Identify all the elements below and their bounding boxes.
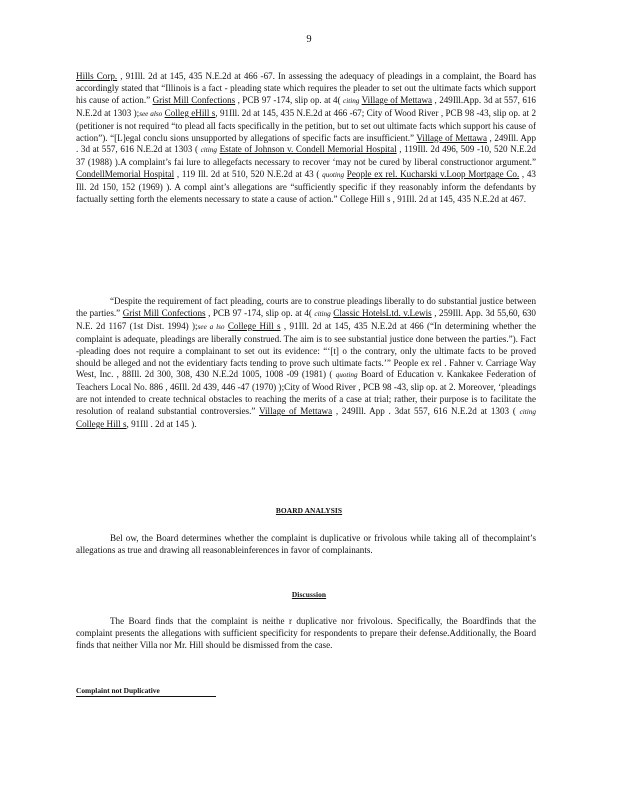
heading-discussion: Discussion: [291, 590, 327, 599]
case-citation: Grist Mill Confections: [152, 94, 236, 105]
citation-signal: citing: [343, 96, 360, 105]
text-run: , 91Ill . 2d at 145 ).: [126, 419, 197, 430]
text-run: , 43 Ill. 2d 150, 152 (1969) ). A compl aint’s allegations are “sufficiently specific if they reasonably inform the defendants by factually setting forth the elements necessary to state a cause of action.” College Hill s , 91Ill. 2d at 145, 435 N.E.2d at 467.: [76, 169, 536, 205]
case-citation: Estate of Johnson v. Condell Memorial Hospital: [219, 144, 397, 155]
paragraph-determination-intro: [76, 533, 536, 557]
text-run: “Despite the requirement of fact pleading, courts are to construe pleadings liberally to do substantial justice between the parties.”: [76, 296, 536, 318]
case-citation: CondellMemorial Hospital: [76, 169, 175, 180]
text-run: , 91Ill. 2d at 145, 435 N.E.2d at 466 -67. In assessing the adequacy of pleadings in a complaint, the Board has accordingly stated that “Illinois is a fact - pleading state which requires the pleader to set out the ultimate facts which support his cause of action.”: [76, 71, 537, 105]
text-run: , 249Ill. App . 3d at 557, 616 N.E.2d at 1303 (: [76, 132, 536, 155]
text-run: , 119 Ill. 2d at 510, 520 N.E.2d at 43 (: [174, 169, 323, 180]
text-run: The Board finds that the complaint is neithe r duplicative nor frivolous. Specifically, the Boardfinds that the complaint presents the allegations with sufficient specificity for respondents to prepare their defense.Additionally, the Board finds that neither Villa nor Mr. Hill should be dismissed from the case.: [76, 616, 536, 650]
citation-signal: quoting: [335, 371, 358, 380]
paragraph-board-findings: [76, 616, 536, 652]
case-citation: People ex rel. Kucharski v.Loop Mortgage Co.: [346, 169, 520, 180]
case-citation: Colleg eHill s: [164, 107, 216, 118]
citation-signal: see also: [139, 109, 163, 118]
case-citation: Grist Mill Confections: [122, 307, 206, 318]
text-run: , PCB 97 -174, slip op. at 4(: [235, 94, 344, 105]
citation-signal: citing: [519, 408, 536, 417]
case-citation: Hills Corp.: [76, 71, 118, 81]
text-run: Bel ow, the Board determines whether the complaint is duplicative or frivolous while taking all of thecomplaint’s allegations as true and drawing all reasonableinferences in favor of complainants.: [76, 533, 536, 555]
case-citation: Village of Mettawa: [416, 132, 488, 143]
citation-signal: citing: [200, 146, 217, 155]
case-citation: College Hill s: [227, 320, 281, 331]
case-citation: Village of Mettawa: [259, 406, 333, 417]
text-run: , 119Ill. 2d 496, 509 -10, 520 N.E.2d 37 (1988) ).A complaint’s fai lure to allegefacts necessary to recover ‘may not be cured by liberal constructionor argument.”: [76, 144, 536, 168]
page-number: 9: [306, 34, 312, 45]
text-run: , 249Ill.App. 3d at 557, 616 N.E.2d at 1303 );: [76, 94, 536, 118]
citation-signal: quoting: [322, 171, 345, 180]
subheading-complaint-not-duplicative: Complaint not Duplicative: [76, 686, 216, 697]
text-run: , 91Ill. 2d at 145, 435 N.E.2d at 466 (“In determining whether the complaint is adequate, pleadings are liberally construed. The aim is to see substantial justice done between the parties.”). Fact -pleading does not require a complainant to set out its evidence: “‘[t] o the contrary, only the ultimate facts to be proved should be alleged and not the evidentiary facts tending to prove such ultimate facts.’” People ex rel . Fahner v. Carriage Way West, Inc. , 88Ill. 2d 300, 308, 430 N.E.2d 1005, 1008 -09 (1981) (: [76, 320, 536, 380]
paragraph-pleading-standard: [76, 71, 536, 206]
text-run: , 91Ill. 2d at 145, 435 N.E.2d at 466 -67; City of Wood River , PCB 98 -43, slip op. at 2 (petitioner is not required “to plead all facts specifically in the petition, but to set out ultimate facts which support his cause of action”). “[L]egal conclu sions unsupported by allegations of specific facts are insufficient.”: [76, 107, 536, 143]
citation-signal: see a lso: [197, 322, 225, 331]
text-run: , 249Ill. App . 3dat 557, 616 N.E.2d at 1303 (: [332, 406, 520, 417]
text-run: , PCB 97 -174, slip op. at 4(: [205, 307, 315, 318]
case-citation: Classic HotelsLtd. v.Lewis: [333, 307, 432, 318]
paragraph-liberal-construction: [76, 296, 536, 431]
heading-board-analysis: BOARD ANALYSIS: [275, 506, 343, 515]
citation-signal: citing: [314, 309, 331, 318]
case-citation: Village of Mettawa: [361, 94, 433, 105]
text-run: Board of Education v. Kankakee Federation of Teachers Local No. 886 , 46Ill. 2d 439, 446 -47 (1970) );City of Wood River , PCB 98 -43, slip op. at 2. Moreover, ‘pleadings are not intended to create technical obstacles to reaching the merits of a case at trial; rather, their purpose is to facilitate the resolution of realand substantial controversies.”: [76, 369, 536, 417]
case-citation: College Hill s: [76, 419, 127, 430]
text-run: , 259Ill. App. 3d 55,60, 630 N.E. 2d 1167 (1st Dist. 1994) );: [76, 307, 536, 331]
